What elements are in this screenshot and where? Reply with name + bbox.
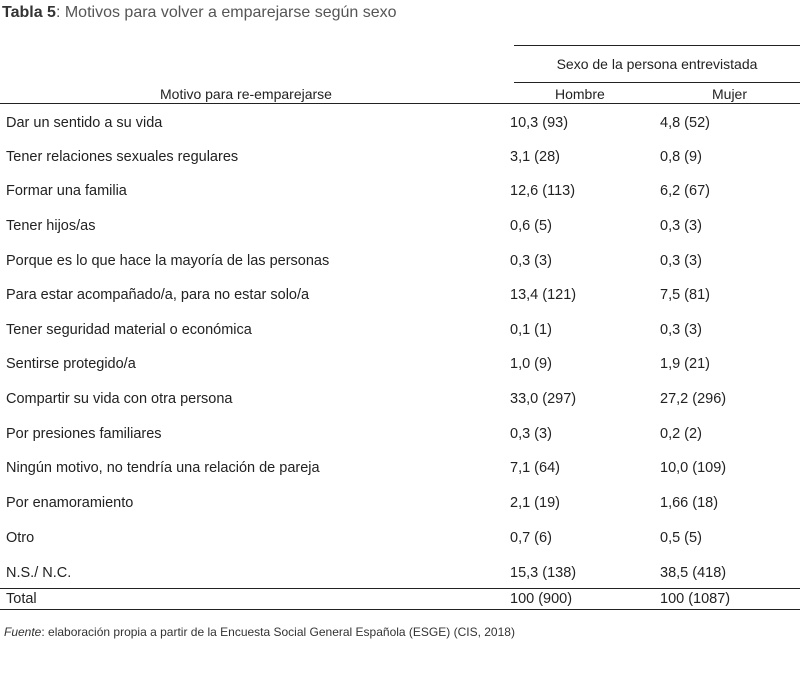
row-label: Ningún motivo, no tendría una relación de pareja — [6, 460, 320, 476]
cell-hombre: 33,0 (297) — [510, 391, 577, 407]
cell-mujer: 27,2 (296) — [660, 391, 727, 407]
table-caption — [2, 4, 397, 22]
group-bottom-rule — [514, 82, 800, 83]
cell-hombre: 3,1 (28) — [510, 149, 560, 165]
col-header-mujer: Mujer — [712, 86, 748, 102]
row-label: Tener seguridad material o económica — [6, 322, 252, 338]
source-text: : elaboración propia a partir de la Encuesta Social General Española (ESGE) (CIS, 2018) — [41, 625, 515, 639]
cell-mujer: 0,5 (5) — [660, 530, 702, 546]
cell-hombre: 1,0 (9) — [510, 356, 552, 372]
cell-hombre: 12,6 (113) — [510, 183, 576, 199]
cell-mujer: 100 (1087) — [660, 591, 731, 607]
row-label: Por enamoramiento — [6, 495, 134, 511]
cell-mujer: 0,3 (3) — [660, 253, 702, 269]
row-label: Otro — [6, 530, 35, 546]
total-top-rule — [0, 588, 800, 589]
cell-hombre: 0,3 (3) — [510, 253, 552, 269]
table-number: Tabla 5 — [2, 4, 56, 21]
cell-mujer: 6,2 (67) — [660, 183, 710, 199]
cell-hombre: 2,1 (19) — [510, 495, 560, 511]
header-rule — [0, 103, 800, 104]
row-header: Motivo para re-emparejarse — [160, 86, 332, 102]
cell-mujer: 1,66 (18) — [660, 495, 719, 511]
cell-mujer: 38,5 (418) — [660, 565, 727, 581]
cell-mujer: 7,5 (81) — [660, 287, 710, 303]
row-label: Dar un sentido a su vida — [6, 115, 163, 131]
cell-mujer: 0,2 (2) — [660, 426, 702, 442]
row-label: Total — [6, 591, 37, 607]
source-note — [4, 625, 515, 639]
cell-hombre: 15,3 (138) — [510, 565, 577, 581]
cell-mujer: 0,3 (3) — [660, 218, 702, 234]
cell-hombre: 0,6 (5) — [510, 218, 552, 234]
table-title: : Motivos para volver a emparejarse según sexo — [55, 4, 397, 21]
table-bottom-rule — [0, 609, 800, 610]
cell-hombre: 13,4 (121) — [510, 287, 577, 303]
cell-hombre: 100 (900) — [510, 591, 573, 607]
row-label: Tener relaciones sexuales regulares — [6, 149, 239, 165]
row-label: Tener hijos/as — [6, 218, 96, 234]
cell-mujer: 0,8 (9) — [660, 149, 702, 165]
row-label: Compartir su vida con otra persona — [6, 391, 233, 407]
cell-mujer: 4,8 (52) — [660, 115, 710, 131]
cell-hombre: 10,3 (93) — [510, 115, 569, 131]
cell-hombre: 0,1 (1) — [510, 322, 552, 338]
cell-hombre: 0,7 (6) — [510, 530, 552, 546]
source-label: Fuente — [4, 625, 42, 639]
cell-mujer: 10,0 (109) — [660, 460, 727, 476]
cell-hombre: 7,1 (64) — [510, 460, 560, 476]
cell-hombre: 0,3 (3) — [510, 426, 552, 442]
row-label: N.S./ N.C. — [6, 565, 72, 581]
group-header: Sexo de la persona entrevistada — [556, 56, 758, 72]
row-label: Para estar acompañado/a, para no estar solo/a — [6, 287, 310, 303]
row-label: Sentirse protegido/a — [6, 356, 136, 372]
row-label: Por presiones familiares — [6, 426, 162, 442]
row-label: Porque es lo que hace la mayoría de las personas — [6, 253, 330, 269]
cell-mujer: 1,9 (21) — [660, 356, 710, 372]
row-label: Formar una familia — [6, 183, 127, 199]
cell-mujer: 0,3 (3) — [660, 322, 702, 338]
group-top-rule — [514, 45, 800, 46]
col-header-hombre: Hombre — [555, 86, 605, 102]
